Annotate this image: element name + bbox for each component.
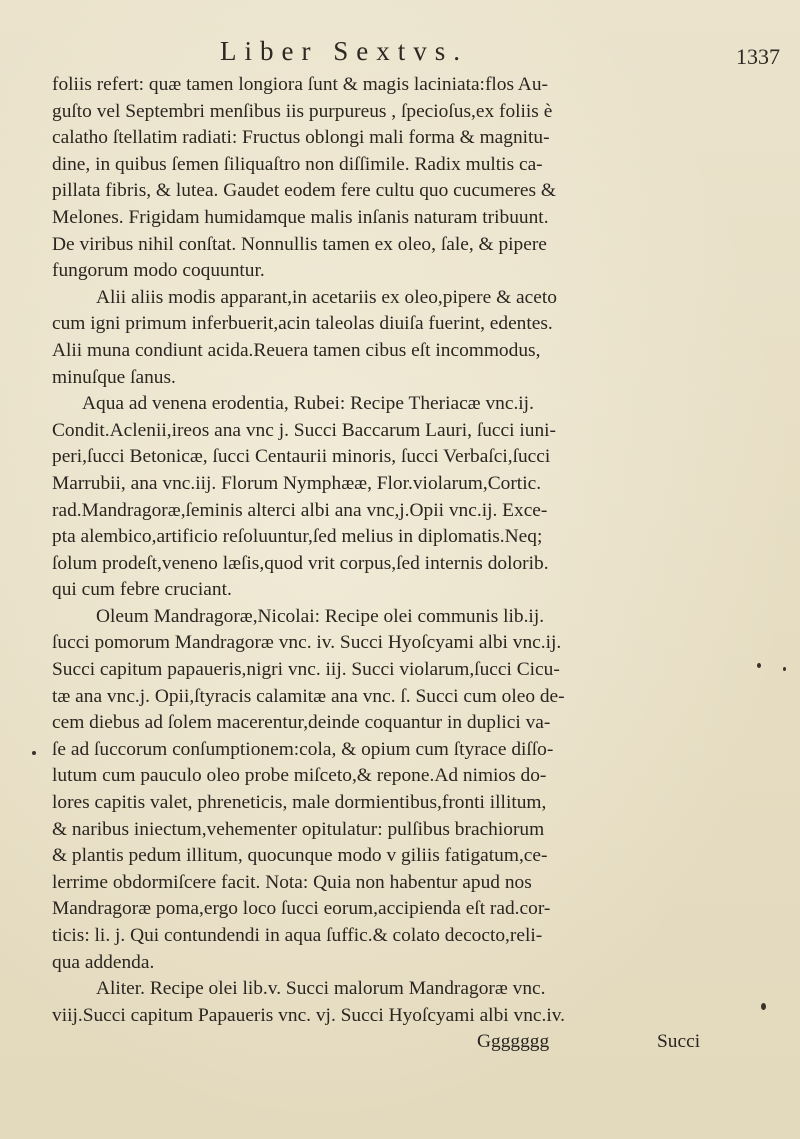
text-line: rad.Mandragoræ,ſeminis alterci albi ana vnc,j.Opii vnc.ij. Exce- <box>52 499 548 521</box>
page-header <box>220 36 780 76</box>
text-line: ticis: li. j. Qui contundendi in aqua ſuffic.& colato decocto,reli- <box>52 925 543 946</box>
text-line: cem diebus ad ſolem macerentur,deinde coquantur in duplici va- <box>52 712 551 734</box>
text-line: qua addenda. <box>52 951 155 973</box>
page-number: 1337 <box>736 44 780 69</box>
catchword: Succi <box>657 1031 701 1053</box>
text-line: ſe ad ſuccorum conſumptionem:cola, & opium cum ſtyrace diſſo- <box>52 738 554 760</box>
text-line: lutum cum pauculo oleo probe miſceto,& repone.Ad nimios do- <box>52 765 547 787</box>
text-line: Alii muna condiunt acida.Reuera tamen cibus eſt incommodus, <box>52 339 541 361</box>
recipe-heading-line: Aqua ad venena erodentia, Rubei: Recipe Theriacæ vnc.ij. <box>82 393 534 415</box>
signature-mark: Ggggggg <box>477 1031 550 1053</box>
text-line: Mandragoræ poma,ergo loco ſucci eorum,accipienda eſt rad.cor- <box>52 898 551 920</box>
page-footer <box>52 1029 772 1055</box>
text-line: ſucci pomorum Mandragoræ vnc. iv. Succi Hyoſcyami albi vnc.ij. <box>52 632 562 654</box>
recipe-heading-line: Aliter. Recipe olei lib.v. Succi malorum Mandragoræ vnc. <box>96 978 546 1000</box>
text-line: pta alembico,artificio reſoluuntur,ſed melius in diplomatis.Neq; <box>52 526 543 548</box>
running-title: Liber Sextvs. <box>220 36 468 66</box>
body-text <box>52 72 772 1055</box>
text-line: calatho ſtellatim radiati: Fructus oblongi mali forma & magnitu- <box>52 127 550 149</box>
text-line: & plantis pedum illitum, quocunque modo v giliis fatigatum,ce- <box>52 845 548 867</box>
text-line: tæ ana vnc.j. Opii,ſtyracis calamitæ ana vnc. ſ. Succi cum oleo de- <box>52 685 565 707</box>
text-line: guſto vel Septembri menſibus iis purpureus , ſpecioſus,ex foliis è <box>52 100 553 122</box>
text-line: Melones. Frigidam humidamque malis inſanis naturam tribuunt. <box>52 206 549 228</box>
text-line: Succi capitum papaueris,nigri vnc. iij. Succi violarum,ſucci Cicu- <box>52 659 560 681</box>
text-line: foliis refert: quæ tamen longiora ſunt & magis laciniata:flos Au- <box>52 74 548 95</box>
text-line: pillata fibris, & lutea. Gaudet eodem fere cultu quo cucumeres & <box>52 180 556 202</box>
ink-spot <box>32 751 36 755</box>
paragraph-start-line: Alii aliis modis apparant,in acetariis ex oleo,pipere & aceto <box>96 286 557 308</box>
text-line: peri,ſucci Betonicæ, ſucci Centaurii minoris, ſucci Verbaſci,ſucci <box>52 446 551 468</box>
text-line: Marrubii, ana vnc.iij. Florum Nymphææ, Flor.violarum,Cortic. <box>52 472 542 494</box>
text-line: Condit.Aclenii,ireos ana vnc j. Succi Baccarum Lauri, ſucci iuni- <box>52 419 556 441</box>
text-line: dine, in quibus ſemen ſiliquaſtro non diſſimile. Radix multis ca- <box>52 153 543 175</box>
text-line: cum igni primum inferbuerit,acin taleolas diuiſa fuerint, edentes. <box>52 313 553 335</box>
text-line: viij.Succi capitum Papaueris vnc. vj. Succi Hyoſcyami albi vnc.iv. <box>52 1004 566 1026</box>
text-line: fungorum modo coquuntur. <box>52 260 265 282</box>
text-line: lerrime obdormiſcere facit. Nota: Quia non habentur apud nos <box>52 871 532 893</box>
text-line: & naribus iniectum,vehementer opitulatur: pulſibus brachiorum <box>52 818 545 840</box>
ink-spot <box>757 663 761 668</box>
text-line: minuſque ſanus. <box>52 366 176 388</box>
text-line: ſolum prodeſt,veneno læſis,quod vrit corpus,ſed internis dolorib. <box>52 552 549 574</box>
text-line: qui cum febre cruciant. <box>52 579 232 601</box>
ink-spot <box>761 1003 766 1010</box>
recipe-heading-line: Oleum Mandragoræ,Nicolai: Recipe olei communis lib.ij. <box>96 605 545 627</box>
text-line: lores capitis valet, phreneticis, male dormientibus,fronti illitum, <box>52 792 547 814</box>
text-line: De viribus nihil conſtat. Nonnullis tamen ex oleo, ſale, & pipere <box>52 233 547 255</box>
ink-spot <box>783 667 786 671</box>
